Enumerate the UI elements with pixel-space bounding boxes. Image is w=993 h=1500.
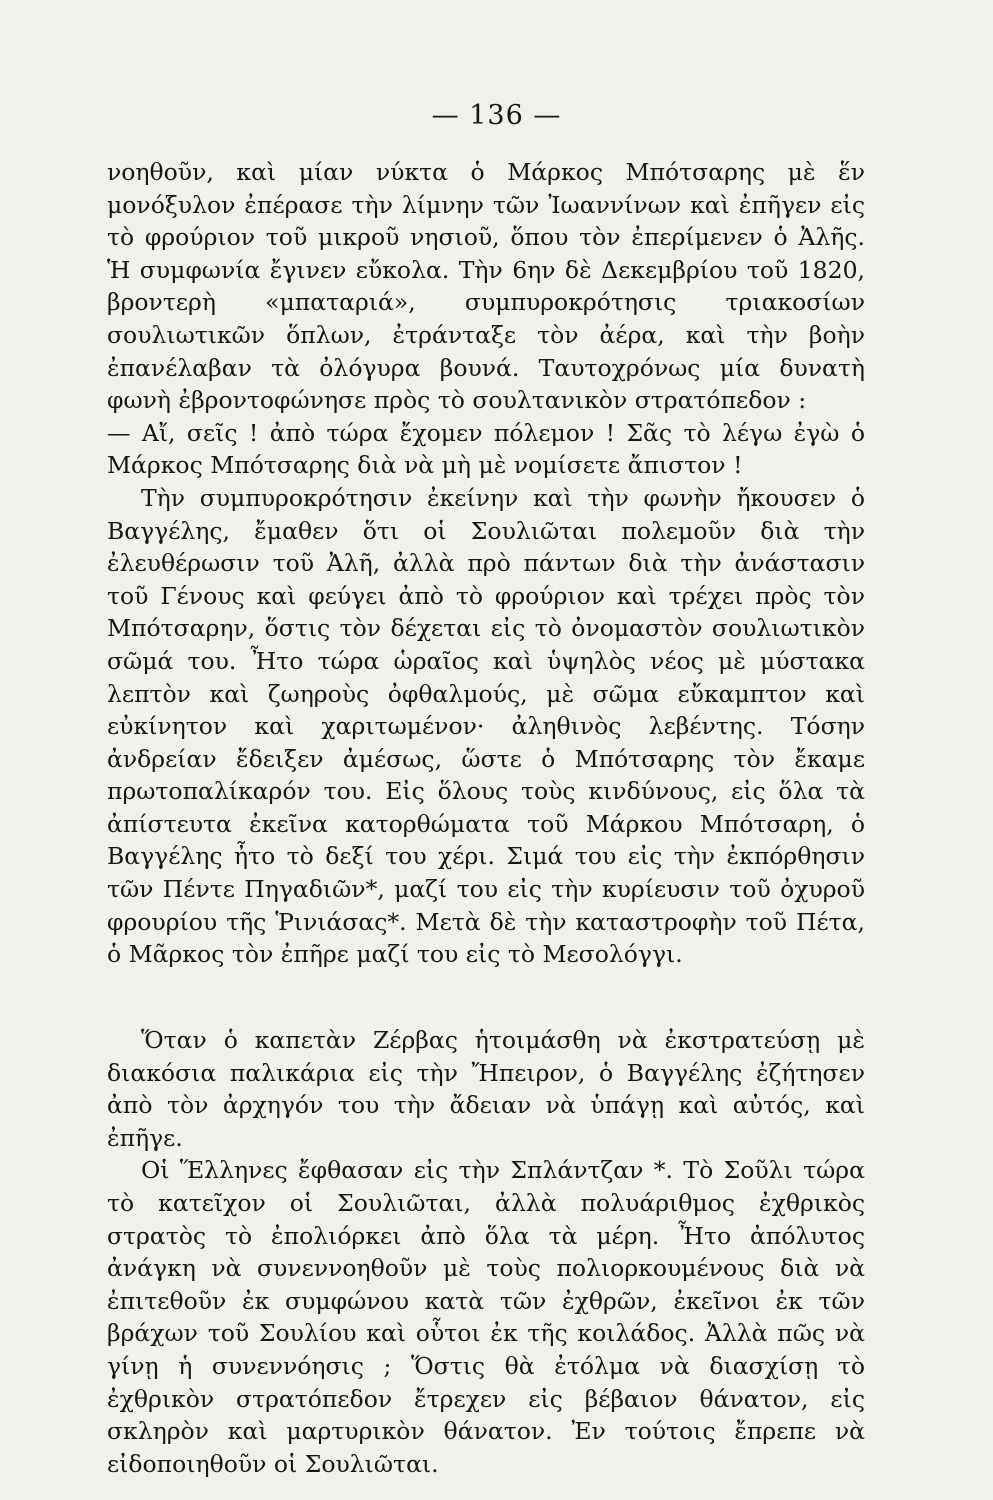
paragraph: νοηθοῦν, καὶ μίαν νύκτα ὁ Μάρκος Μπότσαρης μὲ ἕν μονόξυλον ἐπέρασε τὴν λίμνην τῶν Ἰωαννίνων καὶ ἐπῆγεν εἰς τὸ φρούριον τοῦ μικροῦ νησιοῦ, ὅπου τὸν ἐπερίμενεν ὁ Ἀλῆς. Ἡ συμφωνία ἔγινεν εὔκολα. Τὴν 6ην δὲ Δεκεμβρίου τοῦ 1820, βροντερὴ «μπαταριά», συμπυροκρότησις τριακοσίων σουλιωτικῶν ὅπλων, ἐτράνταξε τὸν ἀέρα, καὶ τὴν βοὴν ἐπανέλαβαν τὰ ὀλόγυρα βουνά. Ταυτοχρόνως μία δυνατὴ φωνὴ ἐβροντοφώνησε πρὸς τὸ σουλτανικὸν στρατόπεδον : (107, 158, 865, 415)
text-block-upper (107, 156, 865, 971)
text-block-lower (107, 1024, 865, 1480)
paragraph: Ὅταν ὁ καπετὰν Ζέρβας ἡτοιμάσθη νὰ ἐκστρατεύσῃ μὲ διακόσια παλικάρια εἰς τὴν Ἤπειρον, ὁ Βαγγέλης ἐζήτησεν ἀπὸ τὸν ἀρχηγόν του τὴν ἄδειαν νὰ ὑπάγῃ καὶ αὐτός, καὶ ἐπῆγε. (107, 1026, 865, 1152)
paragraph: Τὴν συμπυροκρότησιν ἐκείνην καὶ τὴν φωνὴν ἤκουσεν ὁ Βαγγέλης, ἔμαθεν ὅτι οἱ Σουλιῶται πολεμοῦν διὰ τὴν ἐλευθέρωσιν τοῦ Ἀλῆ, ἀλλὰ πρὸ πάντων διὰ τὴν ἀνάστασιν τοῦ Γένους καὶ φεύγει ἀπὸ τὸ φρούριον καὶ τρέχει πρὸς τὸν Μπότσαρην, ὅστις τὸν δέχεται εἰς τὸ ὀνομαστὸν σουλιωτικὸν σῶμά του. Ἦτο τώρα ὡραῖος καὶ ὑψηλὸς νέος μὲ μύστακα λεπτὸν καὶ ζωηροὺς ὀφθαλμούς, μὲ σῶμα εὔκαμπτον καὶ εὐκίνητον καὶ χαριτωμένον· ἀληθινὸς λεβέντης. Τόσην ἀνδρείαν ἔδειξεν ἀμέσως, ὥστε ὁ Μπότσαρης τὸν ἔκαμε πρωτοπαλίκαρόν του. Εἰς ὅλους τοὺς κινδύνους, εἰς ὅλα τὰ ἀπίστευτα ἐκεῖνα κατορθώματα τοῦ Μάρκου Μπότσαρη, ὁ Βαγγέλης ἦτο τὸ δεξί του χέρι. Σιμά του εἰς τὴν ἐκπόρθησιν τῶν Πέντε Πηγαδιῶν*, μαζί του εἰς τὴν κυρίευσιν τοῦ ὀχυροῦ φρουρίου τῆς Ῥινιάσας*. Μετὰ δὲ τὴν καταστροφὴν τοῦ Πέτα, ὁ Μᾶρκος τὸν ἐπῆρε μαζί του εἰς τὸ Μεσολόγγι. (107, 483, 865, 969)
paragraph: — Αἴ, σεῖς ! ἀπὸ τώρα ἔχομεν πόλεμον ! Σᾶς τὸ λέγω ἐγὼ ὁ Μάρκος Μπότσαρης διὰ νὰ μὴ μὲ νομίσετε ἄπιστον ! (107, 418, 865, 480)
page-number: — 136 — (431, 100, 562, 131)
paragraph: Οἱ Ἕλληνες ἔφθασαν εἰς τὴν Σπλάντζαν *. Τὸ Σοῦλι τώρα τὸ κατεῖχον οἱ Σουλιῶται, ἀλλὰ πολυάριθμος ἐχθρικὸς στρατὸς τὸ ἐπολιόρκει ἀπὸ ὅλα τὰ μέρη. Ἦτο ἀπόλυτος ἀνάγκη νὰ συνεννοηθοῦν μὲ τοὺς πολιορκουμένους διὰ νὰ ἐπιτεθοῦν ἐκ συμφώνου κατὰ τῶν ἐχθρῶν, ἐκεῖνοι ἐκ τῶν βράχων τοῦ Σουλίου καὶ οὗτοι ἐκ τῆς κοιλάδος. Ἀλλὰ πῶς νὰ γίνῃ ἡ συνεννόησις ; Ὅστις θὰ ἐτόλμα νὰ διασχίσῃ τὸ ἐχθρικὸν στρατόπεδον ἔτρεχεν εἰς βέβαιον θάνατον, εἰς σκληρὸν καὶ μαρτυρικὸν θάνατον. Ἐν τούτοις ἔπρεπε νὰ εἰδοποιηθοῦν οἱ Σουλιῶται. (107, 1156, 865, 1478)
